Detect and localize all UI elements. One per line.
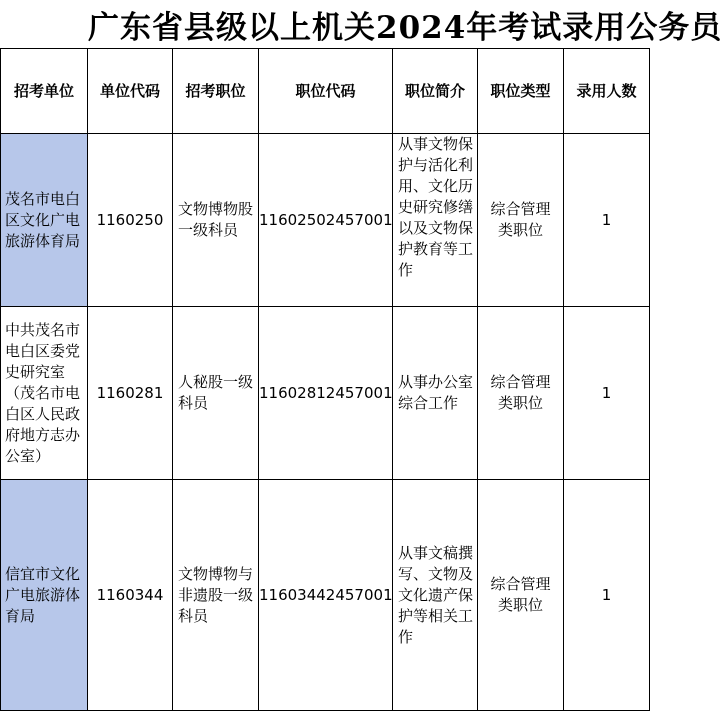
header-cell-description[interactable]: 职位简介 [393,49,478,134]
header-row [1,49,650,134]
cell-position-code[interactable]: 11602502457001 [259,134,393,307]
cell-position[interactable]: 文物博物与非遗股一级科员 [173,480,259,711]
cell-type[interactable]: 综合管理类职位 [478,134,564,307]
recruitment-table [0,48,650,711]
cell-type[interactable]: 综合管理类职位 [478,307,564,480]
cell-count[interactable]: 1 [564,307,650,480]
cell-unit[interactable]: 中共茂名市电白区委党史研究室（茂名市电白区人民政府地方志办公室） [1,307,88,480]
cell-unit-code[interactable]: 1160250 [88,134,173,307]
header-cell-position-code[interactable]: 职位代码 [259,49,393,134]
title-text: 广东省县级以上机关2024年考试录用公务员 [88,10,722,46]
cell-position-code[interactable]: 11603442457001 [259,480,393,711]
cell-unit[interactable]: 信宜市文化广电旅游体育局 [1,480,88,711]
header-cell-count[interactable]: 录用人数 [564,49,650,134]
cell-type[interactable]: 综合管理类职位 [478,480,564,711]
sheet-title [0,0,722,48]
cell-unit-code[interactable]: 1160344 [88,480,173,711]
cell-description[interactable]: 从事办公室综合工作 [393,307,478,480]
table-row [1,307,650,480]
header-cell-unit-code[interactable]: 单位代码 [88,49,173,134]
cell-count[interactable]: 1 [564,134,650,307]
cell-position[interactable]: 人秘股一级科员 [173,307,259,480]
cell-position-code[interactable]: 11602812457001 [259,307,393,480]
header-cell-unit[interactable]: 招考单位 [1,49,88,134]
header-cell-position[interactable]: 招考职位 [173,49,259,134]
cell-description[interactable]: 从事文稿撰写、文物及文化遗产保护等相关工作 [393,480,478,711]
header-cell-type[interactable]: 职位类型 [478,49,564,134]
cell-position[interactable]: 文物博物股一级科员 [173,134,259,307]
cell-count[interactable]: 1 [564,480,650,711]
table-row [1,480,650,711]
cell-unit[interactable]: 茂名市电白区文化广电旅游体育局 [1,134,88,307]
table-row [1,134,650,307]
cell-unit-code[interactable]: 1160281 [88,307,173,480]
cell-description[interactable]: 从事文物保护与活化利用、文化历史研究修缮以及文物保护教育等工作 [393,134,478,307]
